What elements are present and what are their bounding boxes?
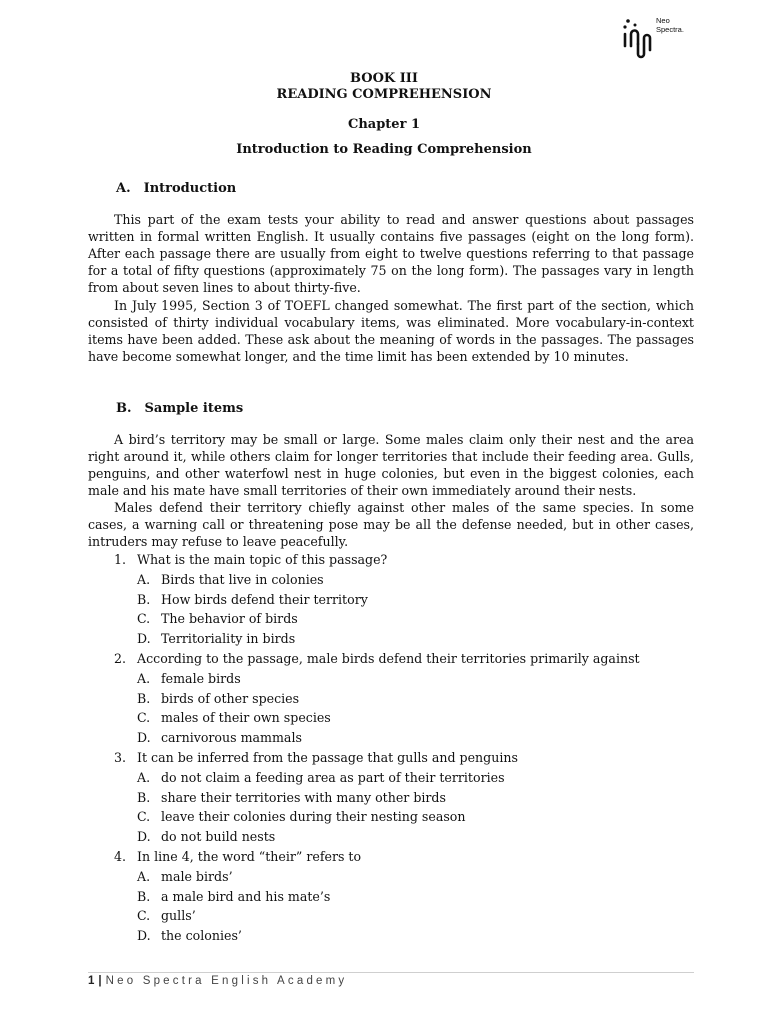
question-1: 1. What is the main topic of this passage?: [114, 552, 388, 567]
question-text: According to the passage, male birds defend their territories primarily against: [137, 650, 640, 666]
footer-divider: [88, 972, 694, 973]
answer-option: C. The behavior of birds: [137, 611, 298, 627]
answer-option: A. female birds: [137, 670, 241, 686]
footer-separator: |: [98, 975, 102, 987]
question-4: 4. In line 4, the word “their” refers to: [114, 848, 362, 864]
footer-academy-name: Neo Spectra English Academy: [105, 975, 348, 987]
answer-option: D. Territoriality in birds: [137, 631, 296, 647]
section-title: READING COMPREHENSION: [276, 87, 492, 102]
chapter-label: Chapter 1: [347, 117, 420, 132]
answer-option: C. gulls’: [137, 908, 196, 924]
question-text: In line 4, the word “their” refers to: [137, 848, 362, 864]
question-text: It can be inferred from the passage that gulls and penguins: [137, 749, 518, 765]
answer-option: C. leave their colonies during their nesting season: [137, 809, 466, 825]
logo-text: [656, 16, 684, 34]
chapter-title: Introduction to Reading Comprehension: [236, 142, 532, 157]
logo-line-1: Neo: [656, 16, 670, 25]
book-title: BOOK III: [350, 71, 418, 86]
logo-line-2: Spectra.: [656, 25, 684, 34]
question-2: 2. According to the passage, male birds defend their territories primarily against: [114, 650, 640, 666]
page-number: 1: [88, 975, 95, 987]
question-list: [114, 550, 694, 946]
question-text: What is the main topic of this passage?: [137, 552, 388, 567]
neo-spectra-logo: [622, 16, 694, 62]
page-footer: [88, 974, 347, 988]
answer-option: D. the colonies’: [137, 928, 242, 944]
passage-paragraph-1: A bird’s territory may be small or large. Some males claim only their nest and the area right around it, while others claim for longer territories that include their feeding area. Gulls, penguins, and other waterfowl nest in huge colonies, but even in the biggest colonies, each male and his mate have small territories of their own immediately around their nests.: [88, 432, 694, 498]
section-a-paragraph-2: In July 1995, Section 3 of TOEFL changed somewhat. The first part of the section, which consisted of thirty individual vocabulary items, was eliminated. More vocabulary-in-context items have been added. These ask about the meaning of words in the passages. The passages have become somewhat longer, and the time limit has been extended by 10 minutes.: [88, 298, 694, 364]
passage-paragraph-2: Males defend their territory chiefly against other males of the same species. In some cases, a warning call or threatening pose may be all the defense needed, but in other cases, intruders may refuse to leave peacefully.: [88, 500, 694, 549]
section-b-heading: B. Sample items: [116, 401, 244, 416]
answer-option: B. How birds defend their territory: [137, 591, 368, 607]
answer-option: D. carnivorous mammals: [137, 730, 302, 746]
question-3: 3. It can be inferred from the passage that gulls and penguins: [114, 749, 518, 765]
answer-option: A. do not claim a feeding area as part of their territories: [137, 769, 505, 785]
answer-option: B. a male bird and his mate’s: [137, 888, 331, 904]
answer-option: B. share their territories with many other birds: [137, 789, 446, 805]
answer-option: A. Birds that live in colonies: [137, 571, 324, 587]
logo-mark-icon: [622, 16, 656, 62]
answer-option: A. male birds’: [137, 868, 233, 884]
answer-option: D. do not build nests: [137, 829, 276, 845]
section-a-paragraph-1: This part of the exam tests your ability to read and answer questions about passages written in formal written English. It usually contains five passages (eight on the long form). After each passage there are usually from eight to twelve questions referring to that passage for a total of fifty questions (approximately 75 on the long form). The passages vary in length from about seven lines to about thirty-five.: [88, 212, 694, 295]
answer-option: C. males of their own species: [137, 710, 331, 726]
answer-option: B. birds of other species: [137, 690, 300, 706]
section-a-heading: A. Introduction: [116, 181, 237, 196]
